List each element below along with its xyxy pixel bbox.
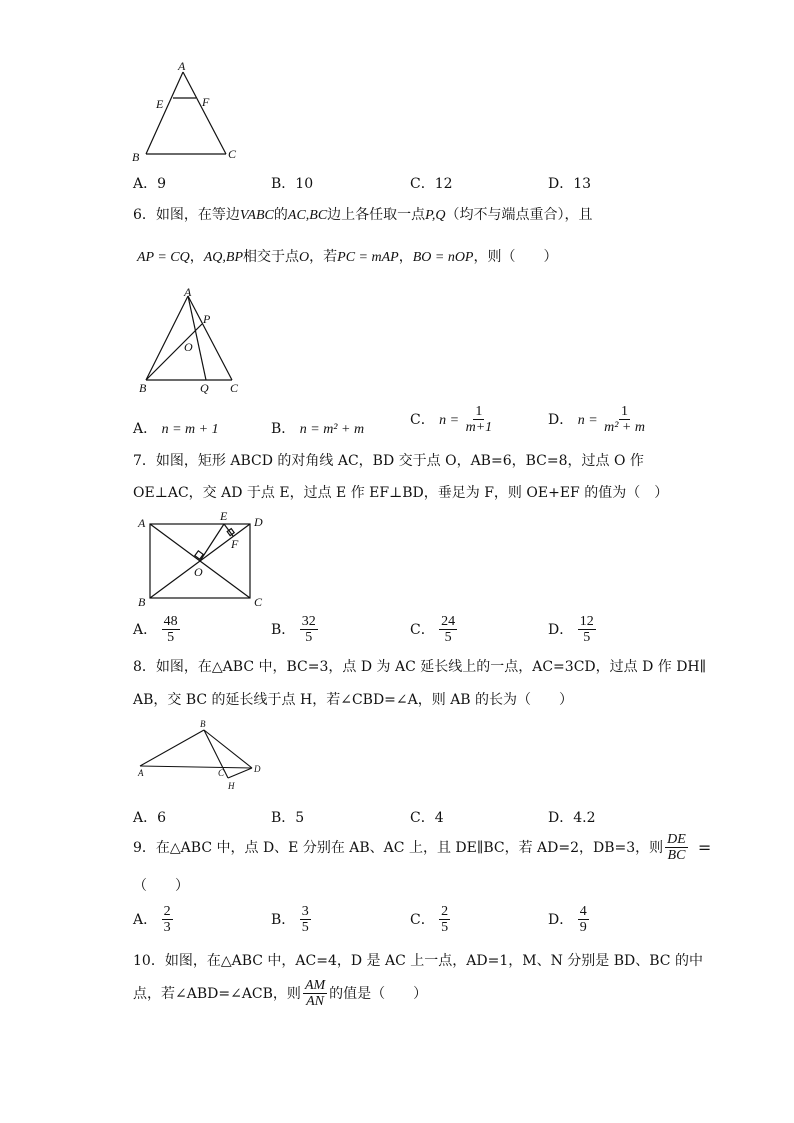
q6-option-b[interactable]: B． n = m² + m	[271, 421, 365, 437]
q6-label-a: A	[184, 285, 192, 299]
q7-figure	[134, 508, 270, 612]
q6-label-o: O	[184, 340, 193, 354]
q8-label-c: C	[218, 768, 225, 778]
q7-label-e: E	[220, 509, 228, 523]
q8-option-b[interactable]: B．5	[271, 810, 305, 826]
q8-label-h: H	[228, 781, 235, 791]
q5-option-d[interactable]: D．13	[548, 176, 592, 192]
q6-label-c: C	[230, 381, 239, 395]
q5-option-a[interactable]: A．9	[133, 176, 167, 192]
q6-option-a[interactable]: A． n = m + 1	[133, 421, 219, 437]
q6-stem-line2: AP = CQ，AQ,BP相交于点O，若PC = mAP，BO = nOP，则（ ）	[137, 249, 558, 265]
q6-label-p: P	[203, 312, 211, 326]
q6-label-b: B	[139, 381, 147, 395]
q7-stem-line1: 7．如图，矩形 ABCD 的对角线 AC，BD 交于点 O，AB=6，BC=8，过点 O 作	[133, 453, 644, 469]
q8-stem-line2: AB，交 BC 的延长线于点 H，若∠CBD=∠A，则 AB 的长为（ ）	[133, 692, 574, 708]
q8-triangle	[140, 730, 252, 778]
q7-option-b[interactable]: B． $\frac{32}{5}$	[271, 614, 316, 646]
q5-label-f: F	[202, 95, 210, 109]
q9-stem-line2: （ ）	[133, 878, 189, 894]
q8-option-a[interactable]: A．6	[133, 810, 167, 826]
q9-option-c[interactable]: C． $\frac{2}{5}$	[410, 904, 449, 936]
q8-option-c[interactable]: C．4	[410, 810, 444, 826]
q5-figure	[130, 58, 250, 168]
q5-label-e: E	[156, 97, 164, 111]
q7-option-c[interactable]: C． $\frac{24}{5}$	[410, 614, 456, 646]
q7-label-b: B	[138, 595, 146, 609]
q7-option-d[interactable]: D． $\frac{12}{5}$	[548, 614, 594, 646]
q8-option-d[interactable]: D．4.2	[548, 810, 596, 826]
q7-option-a[interactable]: A． $\frac{48}{5}$	[133, 614, 178, 646]
q6-triangle	[146, 296, 232, 380]
q7-stem-line2: OE⊥AC，交 AD 于点 E，过点 E 作 EF⊥BD，垂足为 F，则 OE+EF 的值为（ ）	[133, 485, 669, 501]
q6-stem-line1: 6．如图，在等边VABC的AC,BC边上各任取一点P,Q（均不与端点重合），且	[133, 207, 593, 223]
q10-stem-line1: 10．如图，在△ABC 中，AC=4，D 是 AC 上一点，AD=1，M、N 分别是 BD、BC 的中	[133, 953, 703, 969]
q5-triangle	[146, 72, 226, 154]
q5-label-c: C	[228, 147, 237, 161]
q7-label-o: O	[194, 565, 203, 579]
q7-label-a: A	[138, 516, 146, 530]
q10-stem-line2: 点，若∠ABD=∠ACB，则 $\frac{AM}{AN}$ 的值是（ ）	[133, 978, 428, 1010]
q6-option-c[interactable]: C． n = $\frac{1}{m+1}$	[410, 404, 493, 436]
q8-stem-line1: 8．如图，在△ABC 中，BC=3，点 D 为 AC 延长线上的一点，AC=3CD，过点 D 作 DH∥	[133, 659, 707, 675]
q8-label-d: D	[254, 764, 261, 774]
q7-rectangle	[150, 524, 250, 598]
q9-option-d[interactable]: D． $\frac{4}{9}$	[548, 904, 587, 936]
q6-label-q: Q	[200, 381, 209, 395]
q8-label-a: A	[138, 768, 144, 778]
q6-figure	[134, 284, 254, 398]
q9-stem-line1: 9．在△ABC 中，点 D、E 分别在 AB、AC 上，且 DE∥BC，若 AD=2，DB=3，则 $\frac{DE}{BC}$ =	[133, 832, 712, 864]
q5-label-a: A	[178, 59, 186, 73]
q5-option-c[interactable]: C．12	[410, 176, 453, 192]
q7-label-c: C	[254, 595, 263, 609]
q9-option-a[interactable]: A． $\frac{2}{3}$	[133, 904, 171, 936]
q9-option-b[interactable]: B． $\frac{3}{5}$	[271, 904, 309, 936]
q8-figure	[134, 716, 270, 796]
q7-label-f: F	[231, 537, 239, 551]
q5-option-b[interactable]: B．10	[271, 176, 314, 192]
q6-option-d[interactable]: D． n = $\frac{1}{\text{m² + m}}$	[548, 404, 645, 436]
q8-label-b: B	[200, 719, 206, 729]
q7-label-d: D	[254, 515, 263, 529]
q5-label-b: B	[132, 150, 140, 164]
